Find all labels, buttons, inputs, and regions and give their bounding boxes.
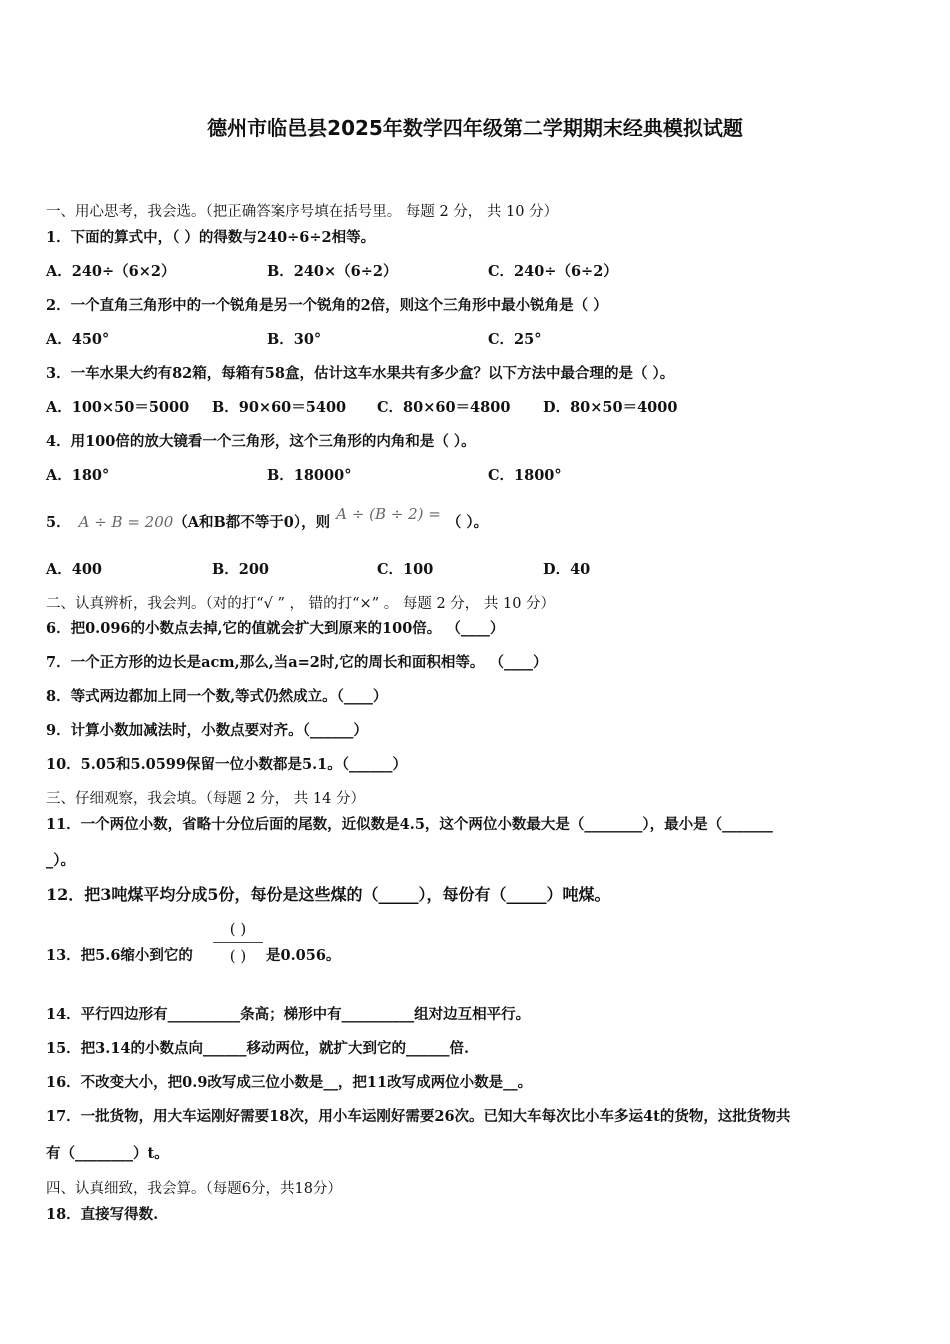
q5-option-a: A．400: [46, 561, 103, 578]
q3-option-c: C．80×60＝4800: [377, 399, 511, 416]
question-3: 3．一车水果大约有82箱，每箱有58盒，估计这车水果共有多少盒？以下方法中最合理的是（ ）。: [46, 365, 675, 382]
q5-formula-1: A ÷ B = 200: [78, 513, 174, 531]
question-6: 6．把0.096的小数点去掉,它的值就会扩大到原来的100倍。 （____）: [46, 620, 505, 637]
question-14: 14．平行四边形有__________条高；梯形中有__________组对边互相平行。: [46, 1006, 531, 1023]
q4-option-a: A．180°: [46, 467, 110, 484]
question-15: 15．把3.14的小数点向______移动两位，就扩大到它的______倍.: [46, 1040, 470, 1057]
q5-option-b: B．200: [212, 561, 270, 578]
fraction-denominator: ( ): [229, 947, 247, 965]
q4-option-b: B．18000°: [267, 467, 352, 484]
question-4: 4．用100倍的放大镜看一个三角形，这个三角形的内角和是（ ）。: [46, 433, 476, 450]
question-5: [46, 505, 489, 533]
q3-option-b: B．90×60＝5400: [212, 399, 347, 416]
question-16: 16．不改变大小，把0.9改写成三位小数是__，把11改写成两位小数是__。: [46, 1074, 533, 1091]
q5-number: 5．: [46, 514, 71, 531]
question-18: 18．直接写得数.: [46, 1206, 159, 1223]
q1-option-a: A．240÷（6×2）: [46, 263, 176, 280]
question-17-continued: 有（________）t。: [46, 1145, 169, 1162]
question-1: 1．下面的算式中，（ ）的得数与240÷6÷2相等。: [46, 229, 376, 246]
question-13-tail: 是0.056。: [266, 947, 341, 964]
q5-option-c: C．100: [377, 561, 434, 578]
q5-blank: （ ）。: [446, 514, 489, 531]
question-11-continued: _）。: [46, 852, 75, 869]
section-4-heading: 四、认真细致，我会算。（每题6分，共18分）: [46, 1181, 342, 1197]
q2-option-b: B．30°: [267, 331, 322, 348]
section-1-heading: 一、用心思考，我会选。（把正确答案序号填在括号里。 每题 2 分， 共 10 分）: [46, 204, 559, 220]
question-10: 10．5.05和5.0599保留一位小数都是5.1。（______）: [46, 756, 407, 773]
q5-condition: （A和B都不等于0），则: [173, 514, 331, 531]
q5-formula-2: A ÷ (B ÷ 2) =: [336, 505, 441, 523]
q5-option-d: D．40: [543, 561, 591, 578]
q13-fraction: [213, 918, 263, 967]
question-2: 2．一个直角三角形中的一个锐角是另一个锐角的2倍，则这个三角形中最小锐角是（ ）: [46, 297, 608, 314]
question-12: 12．把3吨煤平均分成5份，每份是这些煤的（_____），每份有（_____）吨煤。: [46, 885, 611, 904]
page-title: 德州市临邑县2025年数学四年级第二学期期末经典模拟试题: [207, 116, 743, 140]
q1-option-c: C．240÷（6÷2）: [488, 263, 618, 280]
fraction-bar: [213, 942, 263, 943]
q2-option-a: A．450°: [46, 331, 110, 348]
q4-option-c: C．1800°: [488, 467, 562, 484]
question-9: 9．计算小数加减法时，小数点要对齐。（______）: [46, 722, 368, 739]
question-7: 7．一个正方形的边长是acm,那么,当a=2时,它的周长和面积相等。 （____）: [46, 654, 548, 671]
q3-option-a: A．100×50＝5000: [46, 399, 190, 416]
question-17: 17．一批货物，用大车运刚好需要18次，用小车运刚好需要26次。已知大车每次比小车多运4t的货物，这批货物共: [46, 1108, 791, 1125]
section-2-heading: 二、认真辨析，我会判。（对的打“√ ” ， 错的打“×” 。 每题 2 分， 共 10 分）: [46, 596, 556, 612]
question-8: 8．等式两边都加上同一个数,等式仍然成立。（____）: [46, 688, 388, 705]
section-3-heading: 三、仔细观察，我会填。（每题 2 分， 共 14 分）: [46, 791, 365, 807]
q2-option-c: C．25°: [488, 331, 542, 348]
q3-option-d: D．80×50＝4000: [543, 399, 678, 416]
question-11: 11．一个两位小数，省略十分位后面的尾数，近似数是4.5，这个两位小数最大是（________），最小是（_______: [46, 816, 773, 833]
q1-option-b: B．240×（6÷2）: [267, 263, 398, 280]
question-13-text: 13．把5.6缩小到它的: [46, 947, 193, 964]
fraction-numerator: ( ): [229, 920, 247, 938]
